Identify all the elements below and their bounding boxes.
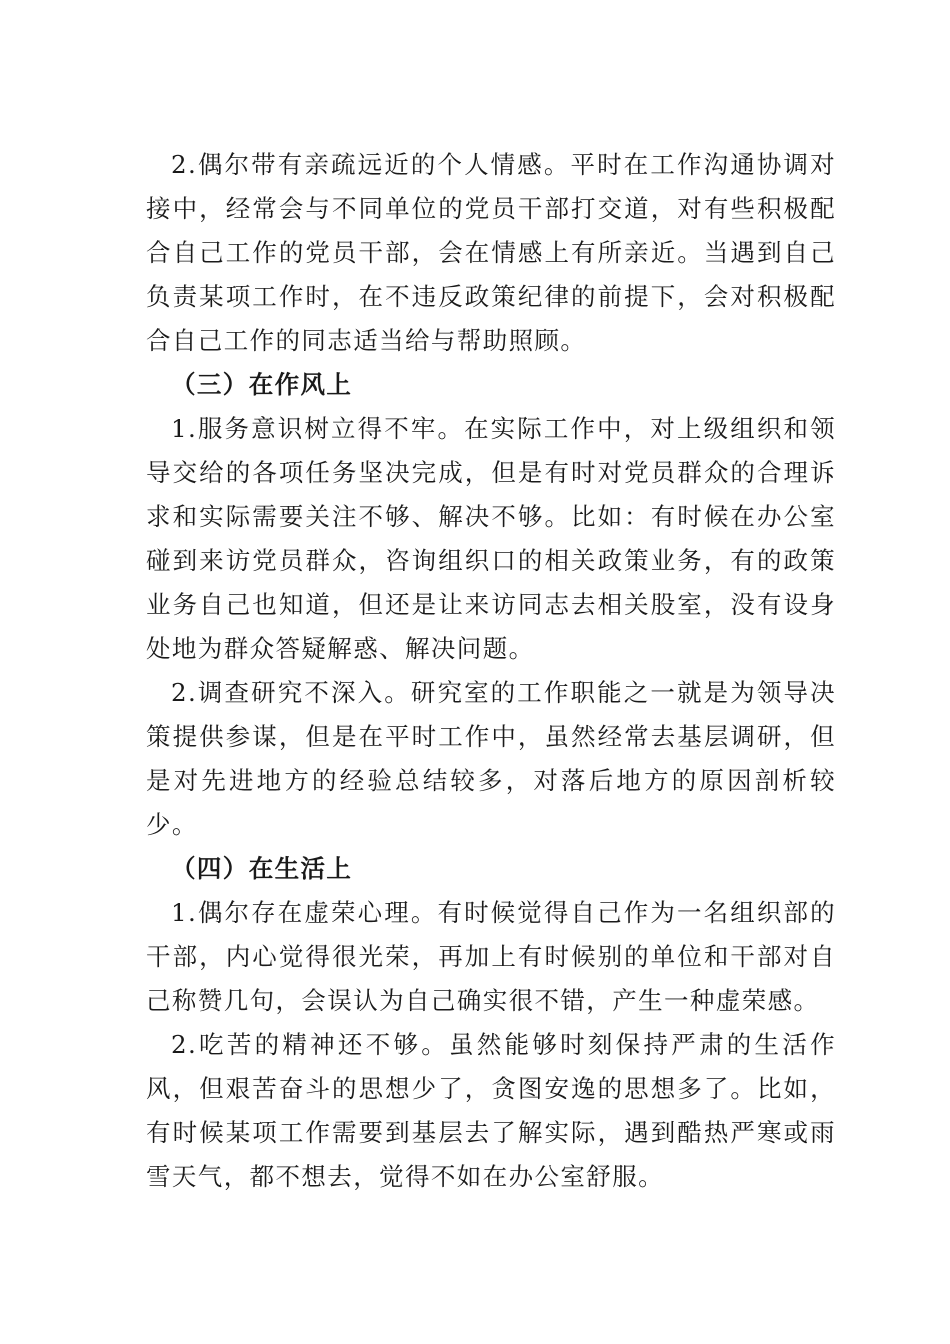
paragraph-personal-feelings: 2.偶尔带有亲疏远近的个人情感。平时在工作沟通协调对接中，经常会与不同单位的党员干部打交道，对有些积极配合自己工作的党员干部，会在情感上有所亲近。当遇到自己负责某项工作时，在不违反政策纪律的前提下，会对积极配合自己工作的同志适当给与帮助照顾。 (146, 150, 836, 355)
paragraph-service-awareness: 1.服务意识树立得不牢。在实际工作中，对上级组织和领导交给的各项任务坚决完成，但是有时对党员群众的合理诉求和实际需要关注不够、解决不够。比如：有时候在办公室碰到来访党员群众，咨询组织口的相关政策业务，有的政策业务自己也知道，但还是让来访同志去相关股室，没有设身处地为群众答疑解惑、解决问题。 (146, 414, 836, 663)
section-heading-work-style: （三）在作风上 (171, 370, 353, 399)
paragraph-investigation-research: 2.调查研究不深入。研究室的工作职能之一就是为领导决策提供参谋，但是在平时工作中，虽然经常去基层调研，但是对先进地方的经验总结较多，对落后地方的原因剖析较少。 (146, 678, 836, 839)
section-heading-life: （四）在生活上 (171, 854, 353, 883)
paragraph-hardship-spirit: 2.吃苦的精神还不够。虽然能够时刻保持严肃的生活作风，但艰苦奋斗的思想少了，贪图安逸的思想多了。比如，有时候某项工作需要到基层去了解实际，遇到酷热严寒或雨雪天气，都不想去，觉得不如在办公室舒服。 (146, 1030, 836, 1191)
paragraph-vanity: 1.偶尔存在虚荣心理。有时候觉得自己作为一名组织部的干部，内心觉得很光荣，再加上有时候别的单位和干部对自己称赞几句，会误认为自己确实很不错，产生一种虚荣感。 (146, 898, 836, 1015)
document-body (146, 143, 836, 1199)
